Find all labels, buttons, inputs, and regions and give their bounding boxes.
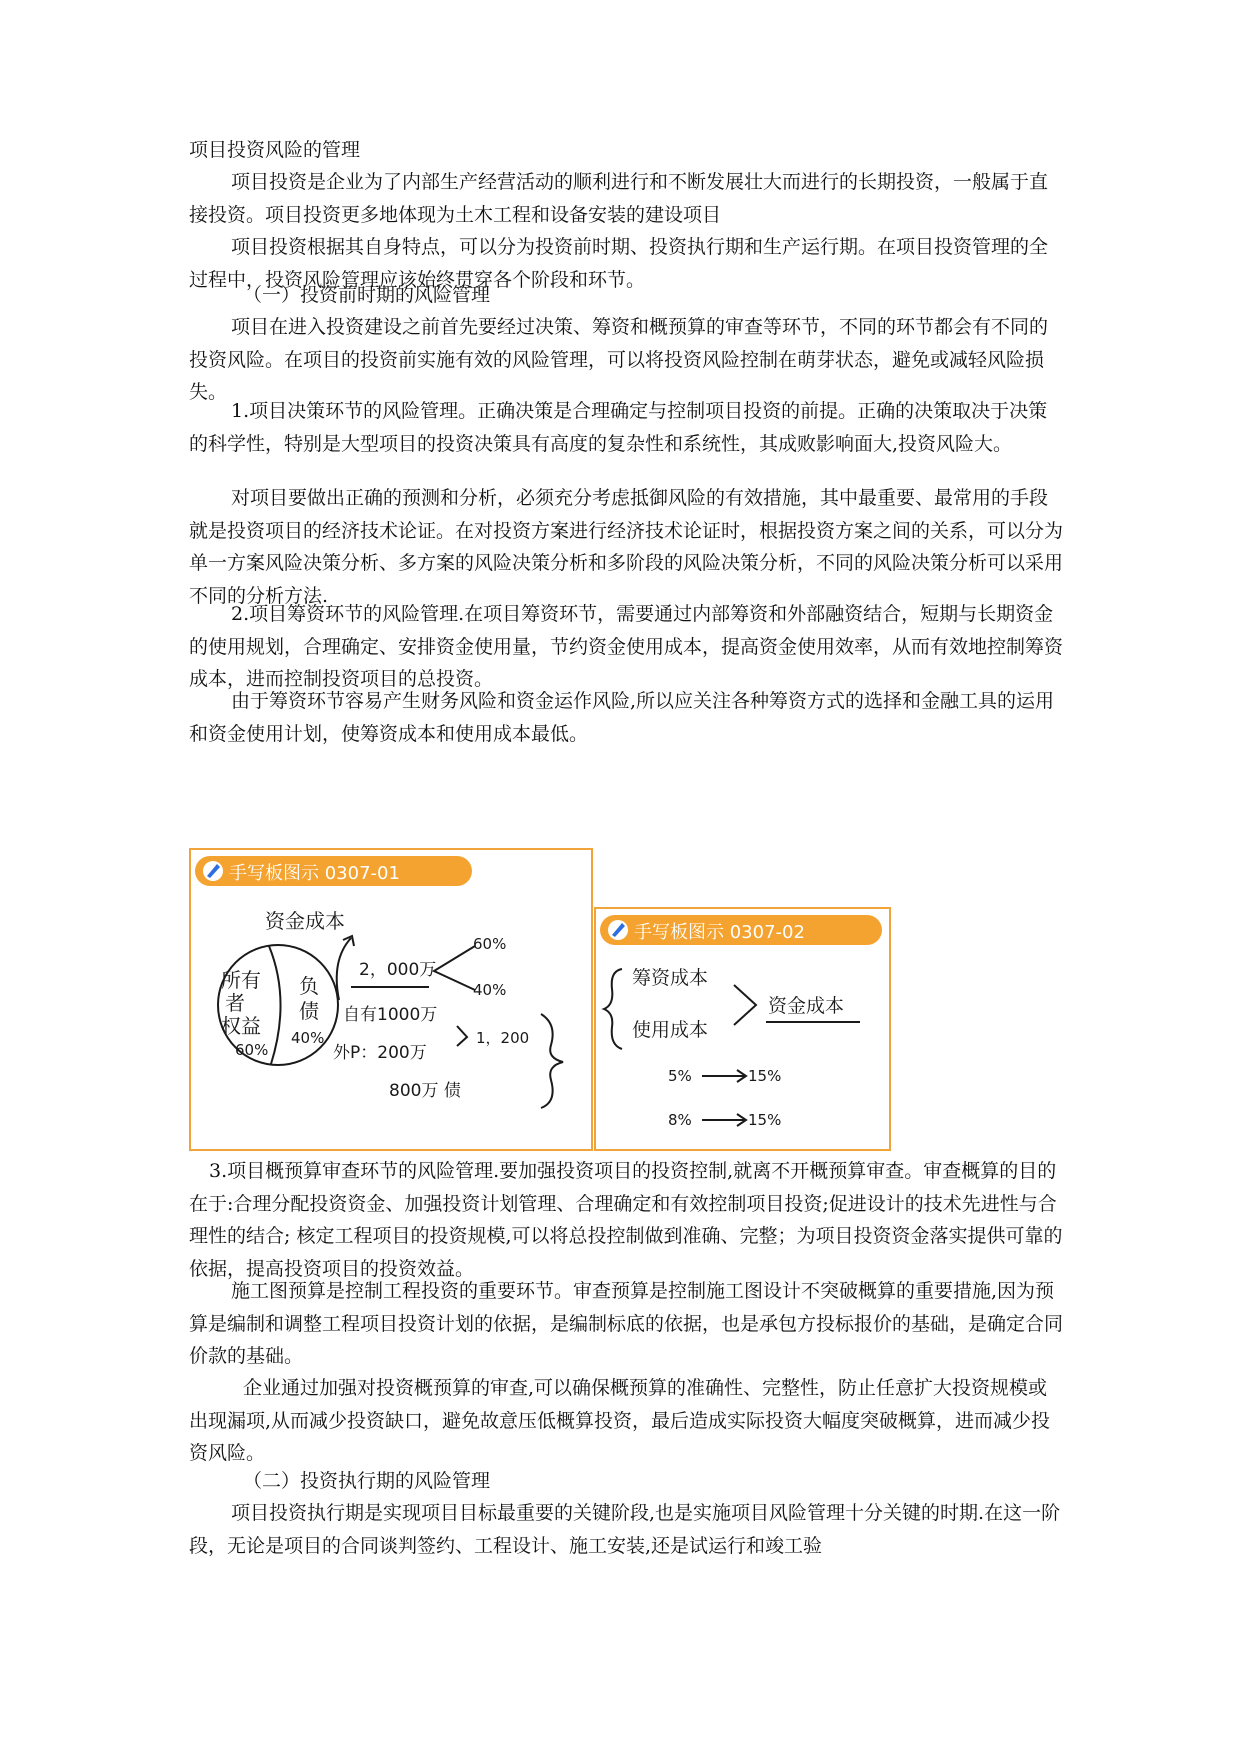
paragraph: 由于筹资环节容易产生财务风险和资金运作风险,所以应关注各种筹资方式的选择和金融工具的运用和资金使用计划，使筹资成本和使用成本最低。 (189, 690, 1055, 745)
left-brace (604, 969, 622, 1049)
sum-text: 1，200 (476, 1029, 530, 1047)
paragraph: 项目投资根据其自身特点，可以分为投资前时期、投资执行期和生产运行期。在项目投资管理的全过程中，投资风险管理应该始终贯穿各个阶段和环节。 (189, 236, 1049, 291)
handwriting-figure-0307-02 (594, 907, 891, 1151)
handwriting-figure-0307-01 (189, 848, 593, 1151)
document-title: 项目投资风险的管理 (189, 139, 361, 161)
pie-right-line2: 债 (299, 999, 319, 1023)
debt-text: 800万 债 (389, 1081, 461, 1101)
result-capital-cost: 资金成本 (768, 995, 845, 1017)
curve-arrow (337, 938, 351, 1000)
paragraph: 项目投资执行期是实现项目目标最重要的关键阶段,也是实施项目风险管理十分关键的时期.在这一阶段，无论是项目的合同谈判签约、工程设计、施工安装,还是试运行和竣工验 (189, 1502, 1061, 1557)
paragraph: 企业通过加强对投资概预算的审查,可以确保概预算的准确性、完整性，防止任意扩大投资规模或出现漏项,从而减少投资缺口，避免故意压低概算投资，最后造成实际投资大幅度突破概算，进而减少投资风险。 (189, 1377, 1051, 1464)
figure-label: 手写板图示 0307-01 (229, 863, 400, 884)
paragraph: 1.项目决策环节的风险管理。正确决策是合理确定与控制项目投资的前提。正确的决策取决于决策的科学性，特别是大型项目的投资决策具有高度的复杂性和系统性，其成败影响面大,投资风险大。 (189, 400, 1048, 455)
external-text: 外P：200万 (333, 1043, 427, 1063)
figure2-drawing (596, 909, 893, 1153)
pie-right-line1: 负 (299, 974, 319, 998)
pie-left-line2: 者 (225, 991, 245, 1015)
figure-label: 手写板图示 0307-02 (634, 922, 805, 943)
row1-to: 15% (748, 1067, 782, 1085)
row2-from: 8% (668, 1111, 692, 1129)
external-arrow (457, 1026, 467, 1046)
pie-left-line1: 所有 (221, 968, 261, 992)
fig1-title: 资金成本 (265, 909, 345, 933)
figure1-drawing (191, 850, 595, 1153)
item-usage-cost: 使用成本 (632, 1019, 709, 1041)
paragraph: 项目在进入投资建设之前首先要经过决策、筹资和概预算的审查等环节，不同的环节都会有不同的投资风险。在项目的投资前实施有效的风险管理，可以将投资风险控制在萌芽状态，避免或减轻风险损失。 (189, 316, 1049, 403)
item-financing-cost: 筹资成本 (632, 967, 709, 989)
pie-divider (269, 946, 281, 1064)
paragraph: 2.项目筹资环节的风险管理.在项目筹资环节，需要通过内部筹资和外部融资结合，短期与长期资金的使用规划，合理确定、安排资金使用量，节约资金使用成本，提高资金使用效率，从而有效地控制筹资成本，进而控制投资项目的总投资。 (189, 603, 1064, 690)
section-heading: （一）投资前时期的风险管理 (243, 284, 491, 306)
row1-from: 5% (668, 1067, 692, 1085)
own-capital: 自有1000万 (343, 1005, 438, 1025)
pie-left-line3: 权益 (221, 1014, 261, 1038)
paragraph: 3.项目概预算审查环节的风险管理.要加强投资项目的投资控制,就离不开概预算审查。审查概算的目的在于:合理分配投资资金、加强投资计划管理、合理确定和有效控制项目投资;促进设计的技术先进性与合理性的结合; 核定工程项目的投资规模,可以将总投控制做到准确、完整；为项目投资资金落实提供可靠的依据，提高投资项目的投资效益。 (189, 1160, 1063, 1280)
brace (541, 1014, 563, 1108)
section-heading: （二）投资执行期的风险管理 (243, 1470, 491, 1492)
split-arrow (434, 946, 475, 990)
paragraph: 项目投资是企业为了内部生产经营活动的顺利进行和不断发展壮大而进行的长期投资，一般属于直接投资。项目投资更多地体现为土木工程和设备安装的建设项目 (189, 171, 1049, 226)
pie-left-percent: 60% (235, 1041, 269, 1059)
combine-arrow (734, 985, 756, 1025)
pie-right-percent: 40% (291, 1029, 325, 1047)
split-bottom: 40% (473, 981, 507, 999)
row2-to: 15% (748, 1111, 782, 1129)
paragraph: 施工图预算是控制工程投资的重要环节。审查预算是控制施工图设计不突破概算的重要措施,因为预算是编制和调整工程项目投资计划的依据，是编制标底的依据，也是承包方投标报价的基础，是确定合同价款的基础。 (189, 1280, 1064, 1367)
split-top: 60% (473, 935, 507, 953)
paragraph: 对项目要做出正确的预测和分析，必须充分考虑抵御风险的有效措施，其中最重要、最常用的手段就是投资项目的经济技术论证。在对投资方案进行经济技术论证时，根据投资方案之间的关系，可以分为单一方案风险决策分析、多方案的风险决策分析和多阶段的风险决策分析，不同的风险决策分析可以采用不同的分析方法. (189, 487, 1064, 607)
amount-text: 2，000万 (359, 960, 437, 980)
